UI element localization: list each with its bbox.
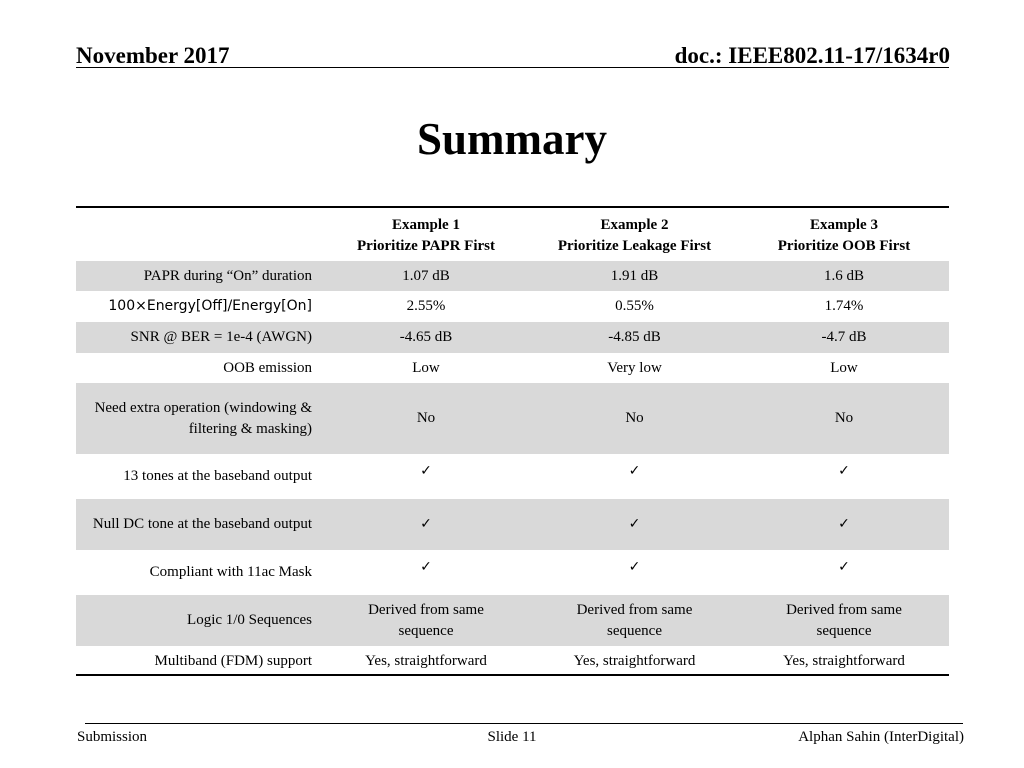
checkmark-icon: ✓ xyxy=(838,516,850,532)
cell-example-1: No xyxy=(416,410,436,426)
header-doc-id: doc.: IEEE802.11-17/1634r0 xyxy=(674,43,950,68)
cell-example-2: Yes, straightforward xyxy=(573,652,696,669)
cell-example-3: -4.7 dB xyxy=(821,329,867,345)
cell-example-2: No xyxy=(625,410,644,426)
cell-example-2: 1.91 dB xyxy=(610,267,659,284)
row-label: Compliant with 11ac Mask xyxy=(149,564,312,580)
row-label: Null DC tone at the baseband output xyxy=(92,516,312,532)
column-header-example-3 xyxy=(739,212,949,260)
column-header-title: Example 1 xyxy=(392,217,460,233)
checkmark-icon: ✓ xyxy=(628,516,641,532)
cell-example-2: Derived from same sequence xyxy=(576,601,693,639)
row-label: Need extra operation (windowing & filtering & masking) xyxy=(94,399,312,437)
checkmark-icon: ✓ xyxy=(628,559,641,575)
row-label: 100×Energy[Off]/Energy[On] xyxy=(108,298,312,314)
column-header-subtitle: Prioritize Leakage First xyxy=(557,238,712,254)
table-row xyxy=(76,353,949,383)
column-header-subtitle: Prioritize PAPR First xyxy=(357,238,495,254)
checkmark-icon: ✓ xyxy=(420,559,432,575)
column-header-subtitle: Prioritize OOB First xyxy=(777,238,911,254)
cell-example-1: Low xyxy=(412,359,440,376)
row-label: Logic 1/0 Sequences xyxy=(187,612,312,628)
row-label: SNR @ BER = 1e-4 (AWGN) xyxy=(130,329,312,345)
table-row xyxy=(76,595,949,646)
footer-author: Alphan Sahin (InterDigital) xyxy=(798,729,964,745)
cell-example-3: 1.6 dB xyxy=(823,267,864,284)
header-rule xyxy=(76,67,949,68)
footer-submission: Submission xyxy=(77,729,148,745)
table-row xyxy=(76,499,949,550)
cell-example-1: Derived from same sequence xyxy=(368,601,484,639)
table-row xyxy=(76,383,949,454)
cell-example-2: -4.85 dB xyxy=(608,329,661,345)
cell-example-3: No xyxy=(834,410,854,426)
footer-rule xyxy=(85,723,963,724)
cell-example-3: Low xyxy=(830,359,858,376)
checkmark-icon: ✓ xyxy=(420,516,432,532)
cell-example-1: -4.65 dB xyxy=(399,329,453,345)
header-empty-cell xyxy=(76,212,312,260)
checkmark-icon: ✓ xyxy=(838,463,850,479)
column-header-title: Example 2 xyxy=(600,217,669,233)
table-row xyxy=(76,291,949,322)
column-header-title: Example 3 xyxy=(810,217,878,233)
table-row xyxy=(76,550,949,595)
cell-example-1: 2.55% xyxy=(406,298,446,314)
cell-example-2: Very low xyxy=(607,359,662,376)
table-row xyxy=(76,454,949,499)
row-label: Multiband (FDM) support xyxy=(154,652,312,669)
row-label: 13 tones at the baseband output xyxy=(123,468,312,484)
cell-example-3: Derived from same sequence xyxy=(786,601,902,639)
cell-example-3: Yes, straightforward xyxy=(783,652,905,669)
row-label: OOB emission xyxy=(223,359,312,376)
checkmark-icon: ✓ xyxy=(420,463,432,479)
checkmark-icon: ✓ xyxy=(628,463,641,479)
table-header-row xyxy=(76,212,949,260)
cell-example-1: 1.07 dB xyxy=(402,267,450,284)
summary-table xyxy=(76,206,949,676)
footer-slide-number: Slide 11 xyxy=(487,729,537,745)
row-label: PAPR during “On” duration xyxy=(143,267,312,284)
column-header-example-1 xyxy=(322,212,530,260)
table-row xyxy=(76,646,949,676)
table-row xyxy=(76,261,949,291)
cell-example-2: 0.55% xyxy=(615,298,654,314)
column-header-example-2 xyxy=(530,212,739,260)
cell-example-1: Yes, straightforward xyxy=(365,652,487,669)
table-row xyxy=(76,322,949,353)
cell-example-3: 1.74% xyxy=(824,298,864,314)
checkmark-icon: ✓ xyxy=(838,559,850,575)
slide-title: Summary xyxy=(417,114,607,164)
header-date: November 2017 xyxy=(76,43,230,68)
